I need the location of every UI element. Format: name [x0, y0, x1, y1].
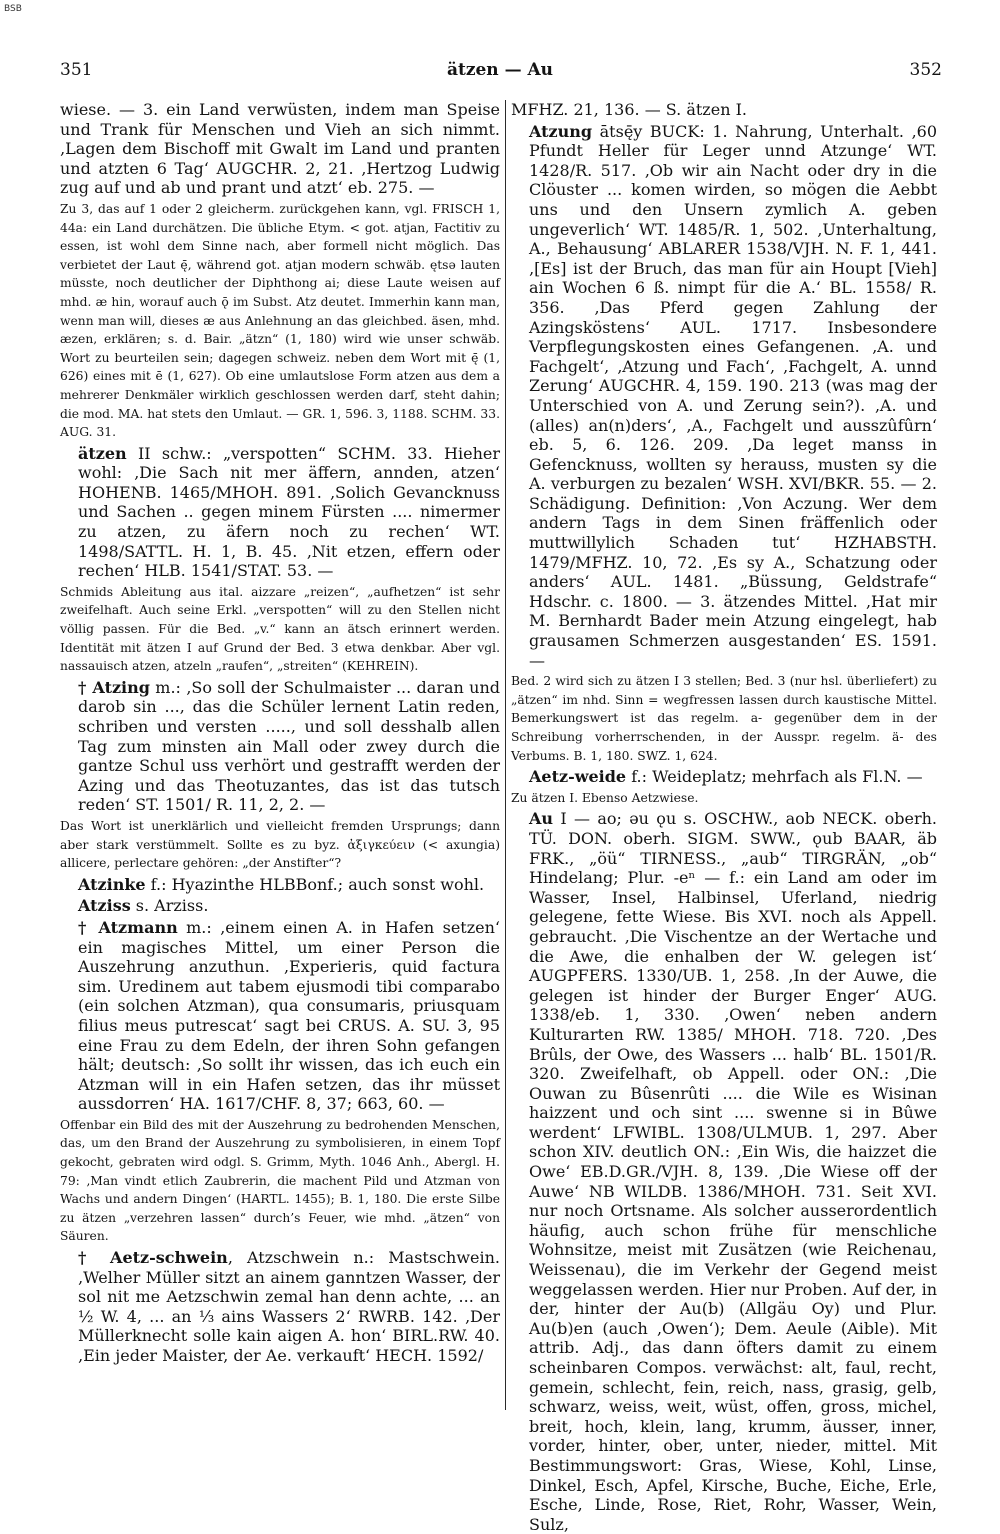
entry-paragraph: Offenbar ein Bild des mit der Auszehrung zu bedrohenden Menschen, das, um den Brand der Auszehrung zu symbolisieren, in einem Topf gekocht, gebraten wird odgl. S. Grimm, Myth. 1046 Anh., Abergl. H. 79: ‚Man vindt etlich Zaubrerin, die machent Pild und Atzman von Wachs und andern Dingen‘ (HARTL. 1455); B. 1, 180. Die erste Silbe zu ätzen „verzehren lassen“ durch’s Feuer, wie mhd. „ätzen“ von Säuren.: [60, 1117, 500, 1244]
entry-paragraph: ätzen II schw.: „verspotten“ SCHM. 33. Hieher wohl: ‚Die Sach nit mer äffern, annden, atzen‘ HOHENB. 1465/MHOH. 891. ‚Solich Gevancknuss und Sachen .. gegen minem Fürsten .... nimermer zu atzen, zu äfern noch zu rechen‘ WT. 1498/SATTL. H. 1, B. 45. ‚Nit etzen, effern oder rechen‘ HLB. 1541/STAT. 53. —: [78, 443, 500, 581]
entry-paragraph: † Aetz-schwein, Atzschwein n.: Mastschwein. ‚Welher Müller sitzt an ainem ganntzen Wasser, der sol nit me Aetzschwin zemal han denn achte, ... an ½ W. 4, ... an ⅓ ains Wassers 2‘ RWRB. 142. ‚Der Müllerknecht solle kain aigen A. hon‘ BIRL.RW. 40. ‚Ein jeder Maister, der Ae. verkauft‘ HECH. 1592/: [78, 1248, 501, 1365]
entry-paragraph: Zu 3, das auf 1 oder 2 gleicherm. zurückgehen kann, vgl. FRISCH 1, 44a: ein Land durchätzen. Die übliche Etym. < got. atjan, Factitiv zu essen, ist wohl dem Sinne nach, aber formell nicht möglich. Das verbietet der Laut ę̄, während got. atjan modern schwäb. ętsə lauten müsste, noch deutlicher der Diphthong ai; diese Laute weisen auf mhd. æ hin, worauf auch ǭ im Subst. Atz deutet. Immerhin kann man, wenn man will, dieses æ aus Anlehnung an das gleichbed. äsen, mhd. æzen, erklären; s. d. Bair. „ätzn“ (1, 180) wird wie unser schwäb. Wort zu beurteilen sein; dagegen schweiz. neben dem Wort mit ę̄ (1, 626) eines mit ē (1, 627). Ob eine umlautslose Form atzen aus dem a mehrerer Denkmäler wirklich geschlossen werden darf, steht dahin; die mod. MA. hat stets den Umlaut. — GR. 1, 596. 3, 1188. SCHM. 33. AUG. 31.: [60, 201, 500, 440]
entry-paragraph: Schmids Ableitung aus ital. aizzare „reizen“, „aufhetzen“ ist sehr zweifelhaft. Auch seine Erkl. „verspotten“ will zu den Stellen nicht völlig passen. Für die Bed. „v.“ kann an ätsch erinnert werden. Identität mit ätzen I auf Grund der Bed. 3 etwa denkbar. Aber vgl. nassauisch atzen, atzeln „raufen“, „streiten“ (KEHREIN).: [60, 584, 500, 674]
entry-paragraph: wiese. — 3. ein Land verwüsten, indem man Speise und Trank für Menschen und Vieh an sich nimmt. ‚Lagen dem Bischoff mit Gwalt im Land und pranten und atzten 6 Tag‘ AUGCHR. 2, 21. ‚Hertzog Ludwig zug auf und ab und prant und atzt‘ eb. 275. —: [60, 100, 500, 198]
entry-paragraph: † Atzing m.: ‚So soll der Schulmaister ... daran und darob sin ..., das die Schüler lernent Latin reden, schriben und versten ....., und soll desshalb allen Tag zum minsten ain Mall oder zwey durch die gantze Schul uss verhört und gestrafft werden der Azing und das Theotuzantes, das ist das tutsch reden‘ ST. 1501/ R. 11, 2, 2. —: [78, 677, 500, 815]
entry-paragraph: Atzinke f.: Hyazinthe HLBBonf.; auch sonst wohl.: [78, 874, 485, 894]
left-column: [60, 100, 500, 1419]
entry-paragraph: Atzung ātsę̄y BUCK: 1. Nahrung, Unterhalt. ‚60 Pfundt Heller für Leger unnd Atzunge‘ WT. 1428/R. 517. ‚Ob wir ain Nacht oder dry in die Clöuster ... komen wirden, so mögen die Aebbt uns und den Unsern zymlich A. geben ungeverlich‘ WT. 1485/R. 1, 502. ‚Unterhaltung, A., Behausung‘ ABLARER 1538/VJH. N. F. 1, 441. ‚[Es] ist der Bruch, das man für ain Houpt [Vieh] ain Wochen 6 ß. nimpt für die A.‘ BL. 1558/ R. 356. ‚Das Pferd gegen Zahlung der Azingsköstens‘ AUL. 1717. Insbesondere Verpflegungskosten eines Gefangenen. ‚A. und Fachgelt‘, ‚Atzung und Fach‘, ‚Fachgelt, A. unnd Zerung‘ AUGCHR. 4, 159. 190. 213 (was mag der Unterschied von A. und Zerung sein?). ‚A. und (alles) an(n)ders‘, ‚A., Fachgelt und ausszûfûrn‘ eb. 5, 6. 126. 209. ‚Da leget manss in Gefencknuss, wollten sy herauss, musten sy die A. verburgen zu bezalen‘ WSH. XVI/BKR. 55. — 2. Schädigung. Definition: ‚Von Aczung. Wer dem andern Tags in dem Sinen fräffenlich oder muttwillylich Schaden tut‘ HZHABSTH. 1479/MFHZ. 10, 72. ‚Es sy A., Schatzung oder anders‘ AUL. 1481. „Büssung, Geldstrafe“ Hdschr. c. 1800. — 3. ätzendes Mittel. ‚Hat mir M. Bernhardt Bader mein Atzung eingelegt, hab grausamen Schmerzen ausgestanden‘ ES. 1591. —: [529, 121, 937, 670]
running-title: ätzen — Au: [446, 60, 554, 80]
column-divider: [505, 100, 506, 1410]
entry-paragraph: Au I — ao; əu ǫu s. OSCHW., aob NECK. oberh. TÜ. DON. oberh. SIGM. SWW., ǫub BAAR, äb FRK., „öü“ TIRNESS., „aub“ TIRGRÄN, „ob“ Hindelang; Plur. -eⁿ — f.: ein Land am oder im Wasser, Insel, Halbinsel, Uferland, niedrig gelegene, fette Wiese. Bis XVI. noch als Appell. gebraucht. ‚Die Vischentze an der Wertache und die Awe, die enhalben der W. gelegen ist‘ AUGPFERS. 1330/UB. 1, 258. ‚In der Auwe, die gelegen ist hinder der Burger Enger‘ AUG. 1338/eb. 1, 330. ‚Owen‘ neben andern Kulturarten RW. 1385/ MHOH. 718. 720. ‚Des Brûls, der Owe, des Wassers ... halb‘ BL. 1501/R. 320. Zweifelhaft, ob Appell. oder ON.: ‚Die Ouwan zu Bûsenrûti .... die Wile es Wisinan haizzent und och sint .... swenne si in Bûwe werdent‘ LFWIBL. 1308/ULMUB. 1, 297. Aber schon XIV. deutlich ON.: ‚Ein Wis, die haizzet die Owe‘ EB.D.GR./VJH. 8, 139. ‚Die Wiese off der Auwe‘ NB WILDB. 1386/MHOH. 731. Seit XVI. nur noch Ortsname. Als solcher ausserordentlich häufig, auch schon frühe für menschliche Wohnsitze, meist mit Zusätzen (wie Reichenau, Weissenau), die im Verkehr der Gegend meist weggelassen werden. Hier nur Proben. Auf der, in der, hinter der Au(b) (Allgäu Oy) und Plur. Au(b)en (auch ‚Owen‘); Dem. Aeule (Aible). Mit attrib. Adj., das dann öfters damit zu einem scheinbaren Compos. verwächst: alt, faul, recht, gemein, schlecht, fein, reich, nass, grasig, gelb, schwarz, weiss, weit, wüst, offen, gross, michel, breit, hoch, klein, lang, krumm, äusser, inner, vorder, hinter, ober, unter, nieder, mittel. Mit Bestimmungswort: Gras, Wiese, Kohl, Linse, Dinkel, Esch, Apfel, Kirsche, Buche, Eiche, Erle, Esche, Linde, Rose, Riet, Rohr, Wasser, Wein, Sulz,: [529, 809, 937, 1534]
entry-paragraph: Aetz-weide f.: Weideplatz; mehrfach als Fl.N. —: [529, 767, 923, 787]
watermark: BSB: [4, 4, 22, 14]
entry-paragraph: MFHZ. 21, 136. — S. ätzen I.: [511, 100, 747, 119]
entry-paragraph: Das Wort ist unerklärlich und vielleicht fremden Ursprungs; dann aber stark verstümmelt. Sollte es zu byz. ἀξιγκεύειν (< axungia) allicere, perlectare gehören: „der Anstifter“?: [60, 818, 500, 871]
entry-paragraph: Bed. 2 wird sich zu ätzen I 3 stellen; Bed. 3 (nur hsl. überliefert) zu „ätzen“ im nhd. Sinn = wegfressen lassen durch kaustische Mittel. Bemerkungswert ist das regelm. a- gegenüber dem in der Schreibung vorherrschenden, in der Ausspr. regelm. ä- des Verbums. B. 1, 180. SWZ. 1, 624.: [511, 674, 937, 763]
entry-paragraph: † Atzmann m.: ‚einem einen A. in Hafen setzen‘ ein magisches Mittel, um einer Person die Auszehrung anzuthun. ‚Experieris, quid factura sim. Uredinem aut tabem ejusmodi tibi comparabo (ein solchen Atzman), qua consumaris, priusquam filius meus putrescat‘ sagt bei CRUS. A. SU. 3, 95 eine Frau zu dem Edeln, der ihren Sohn gefangen hält; deutsch: ‚So sollt ihr wissen, das ich euch ein Atzman will in ein Hafen setzen, das ihr müsset aussdorren‘ HA. 1617/CHF. 8, 37; 663, 60. —: [78, 917, 501, 1114]
right-column: [511, 100, 937, 1534]
page-number-left: 351: [60, 60, 93, 80]
entry-paragraph: Atziss s. Arziss.: [78, 896, 209, 916]
entry-paragraph: Zu ätzen I. Ebenso Aetzwiese.: [511, 790, 699, 805]
page-number-right: 352: [909, 60, 942, 80]
